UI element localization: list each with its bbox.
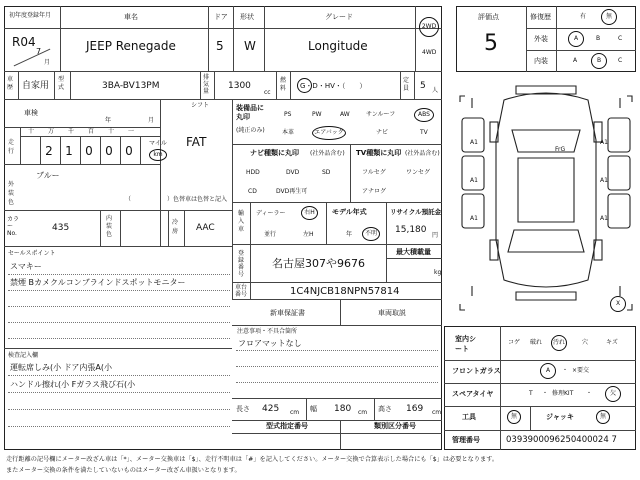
import-left: 左H <box>303 231 314 238</box>
use-value: 自家用 <box>22 81 50 91</box>
diagram-circled-mark <box>610 296 626 312</box>
jack-value-circle <box>596 410 610 424</box>
navi-label: ナビ種類に丸印 <box>250 149 299 157</box>
int-opt-1 <box>591 53 607 69</box>
manual-label: 車両取説 <box>378 309 406 317</box>
mileage-unit-4: 十 <box>108 128 115 135</box>
int-opt-1-text: B <box>596 57 602 64</box>
drive-4wd: 4WD <box>422 49 437 56</box>
shift-value: FAT <box>186 135 207 149</box>
ext-opt-0 <box>568 31 584 47</box>
import-parallel: 並行 <box>264 231 277 238</box>
selling-points-line2: 禁煙 Bカメクルコンブラインドスポットモニター <box>10 278 186 287</box>
tv-sub: (社外品含む) <box>405 150 440 157</box>
equipment-item-2: AW <box>340 111 350 118</box>
diagram-mark-5: A1 <box>470 215 478 222</box>
import-right-circle <box>301 206 318 220</box>
front-glass-label: フロントガラス <box>452 367 501 375</box>
height-unit: cm <box>432 409 442 416</box>
jack-label: ジャッキ <box>546 413 574 421</box>
management-value: 0393900096250400024 7 <box>506 435 617 445</box>
diagram-mark-6: A1 <box>600 215 608 222</box>
jack-value: 無 <box>599 413 606 420</box>
repair-label: 修復歴 <box>530 13 551 21</box>
drive-2wd-circle <box>419 17 439 37</box>
displacement-label: 排気量 <box>203 74 210 95</box>
exterior-grade-label: 外装 <box>534 35 548 43</box>
spare-tire-label: スペアタイヤ <box>452 390 494 398</box>
fuel-selected-circle <box>297 78 312 93</box>
fuel-options: G・D・HV・（ ） <box>300 82 367 90</box>
color-code-label: カラー No. <box>7 216 20 237</box>
shift-label: シフト <box>191 102 210 109</box>
seat-opt-0: コゲ <box>508 339 521 346</box>
seat-opt-2 <box>551 335 567 351</box>
length-label: 長さ <box>236 405 250 413</box>
drive-2wd: 2WD <box>421 23 437 30</box>
diagram-mark-4: A1 <box>600 177 608 184</box>
navi-opt-0: HDD <box>246 169 260 176</box>
equipment-sublabel: (純正のみ) <box>236 127 265 134</box>
equipment-item-1: PW <box>312 111 322 118</box>
length-unit: cm <box>290 409 300 416</box>
width-unit: cm <box>358 409 368 416</box>
notes-label: 注意事項・不具合箇所 <box>237 328 298 335</box>
exterior-color-note: （ ）色替車は色替と記入 <box>125 196 228 203</box>
equipment-item2-0: 本革 <box>282 129 295 136</box>
registration-year-label: 初年度登録年月 <box>9 12 52 19</box>
spare-opt-0: T <box>529 390 533 397</box>
recycle-unit: 円 <box>432 232 439 239</box>
selling-points-label: セールスポイント <box>8 250 56 257</box>
spare-opt-3: ・ <box>586 390 593 397</box>
capacity-value: 5 <box>420 81 426 91</box>
inspector-line2: ハンドル擦れ(小 Fガラス飛び石(小 <box>10 380 136 389</box>
ext-opt-2: C <box>618 35 623 42</box>
type-designation-label: 型式指定番号 <box>266 422 308 430</box>
equipment-item2-1-text: エアバック <box>314 129 344 136</box>
import-dealer: ディーラー <box>256 210 286 217</box>
capacity-label: 定員 <box>403 77 410 92</box>
tv-opt-1: ワンセグ <box>406 169 431 176</box>
registration-month-unit: 月 <box>44 59 51 66</box>
model-year-unknown-circle <box>362 227 380 241</box>
import-right: 右H <box>304 209 315 216</box>
glass-opt-0 <box>540 363 556 379</box>
equipment-item-4-text: ABS <box>418 111 430 118</box>
mileage-label: 走行 <box>8 139 15 155</box>
score-value: 5 <box>484 31 498 56</box>
navi-sub: (社外品含む) <box>310 150 345 157</box>
model-year-unknown: 不明 <box>364 230 377 237</box>
width-label: 幅 <box>310 405 317 413</box>
inspector-line1: 運転席しみ(小 ドア内張A(小 <box>10 363 113 372</box>
use-label: 車歴 <box>7 76 14 91</box>
spare-opt-4 <box>605 386 621 402</box>
exterior-color-value: ブルー <box>36 171 60 180</box>
max-load-unit: kg <box>434 269 442 276</box>
displacement-unit: cc <box>264 89 271 96</box>
fuel-label: 燃料 <box>280 77 287 92</box>
ac-label: 冷房 <box>172 219 179 235</box>
equipment-item2-3: TV <box>420 129 428 136</box>
registration-month-value: 7 <box>36 47 42 56</box>
chassis-value: 1C4NJCB18NPN57814 <box>290 286 400 297</box>
navi-opt-1: DVD <box>286 169 300 176</box>
mileage-digit: 2 <box>45 144 53 158</box>
mileage-unit-mile: マイル <box>149 140 167 147</box>
model-label: 型式 <box>58 76 65 91</box>
diagram-mark-3: A1 <box>470 177 478 184</box>
repair-opt-1 <box>601 9 617 25</box>
management-label: 管理番号 <box>452 436 480 444</box>
mileage-unit-km-circle <box>149 149 167 161</box>
equipment-item-4 <box>414 108 434 122</box>
import-label: 輸入車 <box>238 210 245 233</box>
equipment-item-3: サンルーフ <box>366 111 396 118</box>
plate-value: 名古屋307や9676 <box>272 257 365 270</box>
selling-points-line1: スマキー <box>10 262 42 271</box>
displacement-value: 1300 <box>228 81 251 91</box>
tv-opt-0: フルセグ <box>362 169 386 176</box>
model-value: 3BA-BV13PM <box>102 81 160 91</box>
int-opt-0: A <box>573 57 578 64</box>
inspection-month-unit: 月 <box>148 117 155 124</box>
chassis-label: 車台番号 <box>235 284 248 298</box>
recycle-value: 15,180 <box>395 225 427 235</box>
interior-color-label: 内装色 <box>106 215 113 238</box>
diagram-mark-2: A1 <box>600 139 608 146</box>
mileage-unit-1: 万 <box>48 128 55 135</box>
notes-line1: フロアマットなし <box>238 339 302 348</box>
car-name-value: JEEP Renegade <box>86 39 176 53</box>
plate-label: 登録番号 <box>238 250 245 278</box>
score-label: 評価点 <box>478 13 499 21</box>
width-value: 180 <box>334 404 352 414</box>
seat-opt-2-text: 汚れ <box>552 339 565 346</box>
height-value: 169 <box>406 404 424 414</box>
new-warranty-label: 新車保証書 <box>270 309 305 317</box>
navi-opt2-1: DVD再生可 <box>276 188 308 195</box>
mileage-unit-5: 一 <box>128 128 135 135</box>
length-value: 425 <box>262 404 280 414</box>
shape-label: 形状 <box>240 13 254 21</box>
tv-label: TV種類に丸印 <box>356 149 402 157</box>
door-value: 5 <box>216 39 224 53</box>
spare-opt-4-text: 欠 <box>609 390 616 397</box>
inspection-label: 車検 <box>24 109 38 117</box>
glass-opt-0-text: A <box>545 367 551 374</box>
mileage-unit-2: 千 <box>68 128 75 135</box>
grade-label: グレード <box>325 13 353 21</box>
repair-opt-0: 有 <box>580 13 587 20</box>
diagram-fr-label: FrG <box>555 146 566 153</box>
exterior-label: 外装色 <box>8 181 15 206</box>
mileage-digit: 0 <box>125 144 133 158</box>
diagram-circled-text: X <box>615 300 621 307</box>
ext-opt-1: B <box>596 35 601 42</box>
footer-line2: またメーター交換の条件を満たしていないものはメーター改ざん車扱いとなります。 <box>6 467 241 474</box>
recycle-label: リサイクル預託金 <box>390 208 442 216</box>
mileage-unit-km: km <box>153 151 163 158</box>
car-outline-icon <box>456 80 636 320</box>
class-number-label: 類別区分番号 <box>374 422 416 430</box>
ext-opt-0-text: A <box>573 35 579 42</box>
mileage-digit: 1 <box>65 144 73 158</box>
glass-opt-2: ×要交 <box>572 367 590 374</box>
tv-opt2-0: アナログ <box>362 188 387 195</box>
mileage-digit: 0 <box>85 144 93 158</box>
footer-line1: 走行距離の記号欄にメーター改ざん車は「*」、メーター交換車は「$」、走行不明車は「#」を記入してください。メーター交換で合算表示した場合にも「$」は必要となります。 <box>6 456 499 463</box>
grade-value: Longitude <box>308 39 368 53</box>
car-name-label: 車名 <box>124 13 138 21</box>
ac-value: AAC <box>196 223 215 233</box>
car-diagram <box>456 80 636 320</box>
height-label: 高さ <box>378 405 392 413</box>
seat-opt-1: 破れ <box>530 339 543 346</box>
mileage-digit: 0 <box>105 144 113 158</box>
inspector-label: 検査記入欄 <box>8 352 39 359</box>
diagram-mark-1: A1 <box>470 139 478 146</box>
glass-opt-1: ・ <box>562 367 569 374</box>
seat-opt-4: キズ <box>606 339 618 346</box>
seat-opt-3: 穴 <box>582 339 589 346</box>
registration-year-value: R04 <box>12 35 36 49</box>
tools-value: 無 <box>510 413 517 420</box>
mileage-unit-3: 百 <box>88 128 95 135</box>
model-year-unit: 年 <box>346 231 353 238</box>
seat-label: 室内シート <box>455 335 476 353</box>
int-opt-2: C <box>618 57 623 64</box>
navi-opt-2: SD <box>322 169 331 176</box>
model-year-label: モデル年式 <box>332 208 367 216</box>
shape-value: W <box>244 39 256 53</box>
equipment-item2-2: ナビ <box>376 129 389 136</box>
tools-label: 工具 <box>462 413 476 421</box>
tools-value-circle <box>507 410 521 424</box>
equipment-item2-1 <box>312 126 346 140</box>
equipment-label: 装備品に丸印 <box>236 104 264 121</box>
spare-opt-1: ・ <box>542 390 549 397</box>
mileage-unit-0: 十 <box>28 128 35 135</box>
color-code-value: 435 <box>52 223 70 233</box>
door-label: ドア <box>214 13 228 21</box>
interior-grade-label: 内装 <box>534 57 548 65</box>
inspection-year-unit: 年 <box>105 117 112 124</box>
navi-opt2-0: CD <box>248 188 257 195</box>
repair-opt-1-text: 無 <box>605 13 612 20</box>
max-load-label: 最大積載量 <box>396 248 431 256</box>
capacity-unit: 人 <box>432 87 439 94</box>
equipment-item-0: PS <box>284 111 292 118</box>
spare-opt-2: 修理KIT <box>552 390 574 397</box>
